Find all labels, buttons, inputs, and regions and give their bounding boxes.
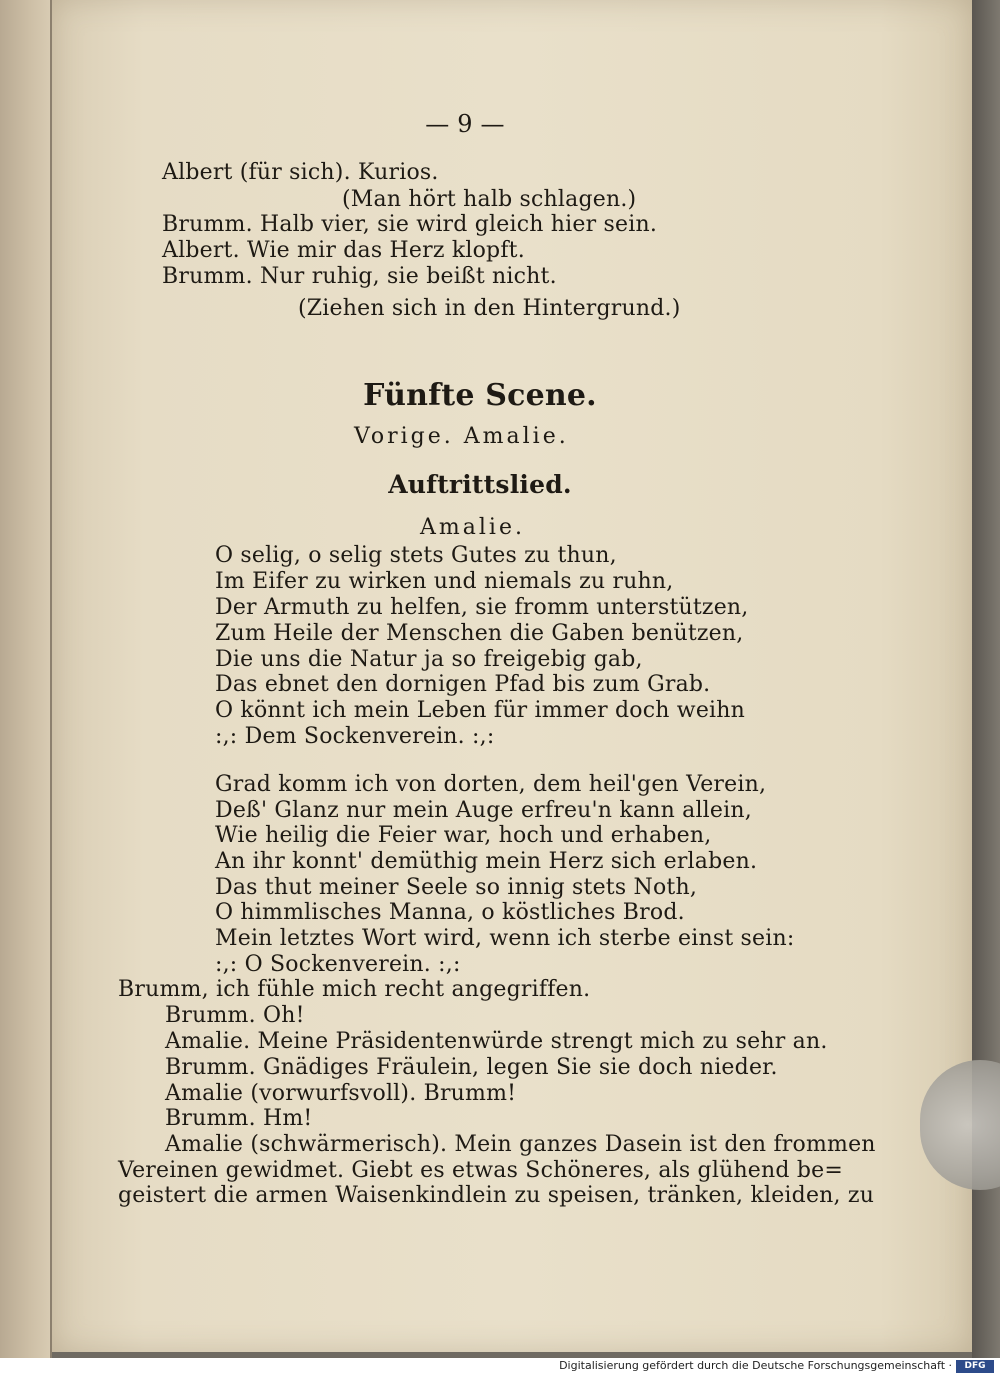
verse-line: O himmlisches Manna, o köstliches Brod. <box>215 900 685 925</box>
text-line: Amalie (vorwurfsvoll). Brumm! <box>165 1081 517 1106</box>
verse-line: Grad komm ich von dorten, dem heil'gen Verein, <box>215 772 767 797</box>
verse-line: Mein letztes Wort wird, wenn ich sterbe einst sein: <box>215 926 795 951</box>
verse-line: Das ebnet den dornigen Pfad bis zum Grab. <box>215 672 711 697</box>
stage-direction: (Man hört halb schlagen.) <box>342 187 637 212</box>
verse-line: :,: Dem Sockenverein. :,: <box>215 724 495 749</box>
verse-line: Wie heilig die Feier war, hoch und erhaben, <box>215 823 712 848</box>
text-line: geistert die armen Waisenkindlein zu speisen, tränken, kleiden, zu <box>118 1183 875 1208</box>
text-line: Albert. Wie mir das Herz klopft. <box>162 238 525 263</box>
text-line: Albert (für sich). Kurios. <box>162 160 439 185</box>
verse-line: Im Eifer zu wirken und niemals zu ruhn, <box>215 569 674 594</box>
verse-line: O könnt ich mein Leben für immer doch weihn <box>215 698 746 723</box>
stage-direction: (Ziehen sich in den Hintergrund.) <box>298 296 681 321</box>
text-line: Brumm, ich fühle mich recht angegriffen. <box>118 977 591 1002</box>
text-line: Brumm. Hm! <box>165 1106 313 1131</box>
left-page-edge <box>0 0 52 1358</box>
text-line: Brumm. Oh! <box>165 1003 305 1028</box>
verse-line: Die uns die Natur ja so freigebig gab, <box>215 647 643 672</box>
verse-line: O selig, o selig stets Gutes zu thun, <box>215 543 617 568</box>
verse-line: Das thut meiner Seele so innig stets Noth, <box>215 875 698 900</box>
song-speaker: Amalie. <box>420 515 525 540</box>
verse-line: Zum Heile der Menschen die Gaben benützen, <box>215 621 744 646</box>
verse-line: :,: O Sockenverein. :,: <box>215 952 461 977</box>
text-line: Brumm. Halb vier, sie wird gleich hier sein. <box>162 212 658 237</box>
verse-line: Deß' Glanz nur mein Auge erfreu'n kann allein, <box>215 798 752 823</box>
text-line: Amalie. Meine Präsidentenwürde strengt mich zu sehr an. <box>165 1029 828 1054</box>
text-line: Brumm. Gnädiges Fräulein, legen Sie sie doch nieder. <box>165 1055 778 1080</box>
scene-cast: Vorige. Amalie. <box>354 424 569 449</box>
verse-line: An ihr konnt' demüthig mein Herz sich erlaben. <box>215 849 758 874</box>
verse-line: Der Armuth zu helfen, sie fromm unterstützen, <box>215 595 749 620</box>
text-line: Amalie (schwärmerisch). Mein ganzes Dasein ist den frommen <box>165 1132 876 1157</box>
scene-heading: Fünfte Scene. <box>363 378 597 413</box>
text-line: Brumm. Nur ruhig, sie beißt nicht. <box>162 264 557 289</box>
text-line: Vereinen gewidmet. Giebt es etwas Schöneres, als glühend be= <box>118 1158 844 1183</box>
dfg-logo: DFG <box>956 1360 994 1373</box>
song-heading: Auftrittslied. <box>388 470 572 499</box>
page-number: — 9 — <box>425 110 505 138</box>
footer-credit: Digitalisierung gefördert durch die Deutsche Forschungsgemeinschaft · <box>559 1359 952 1372</box>
